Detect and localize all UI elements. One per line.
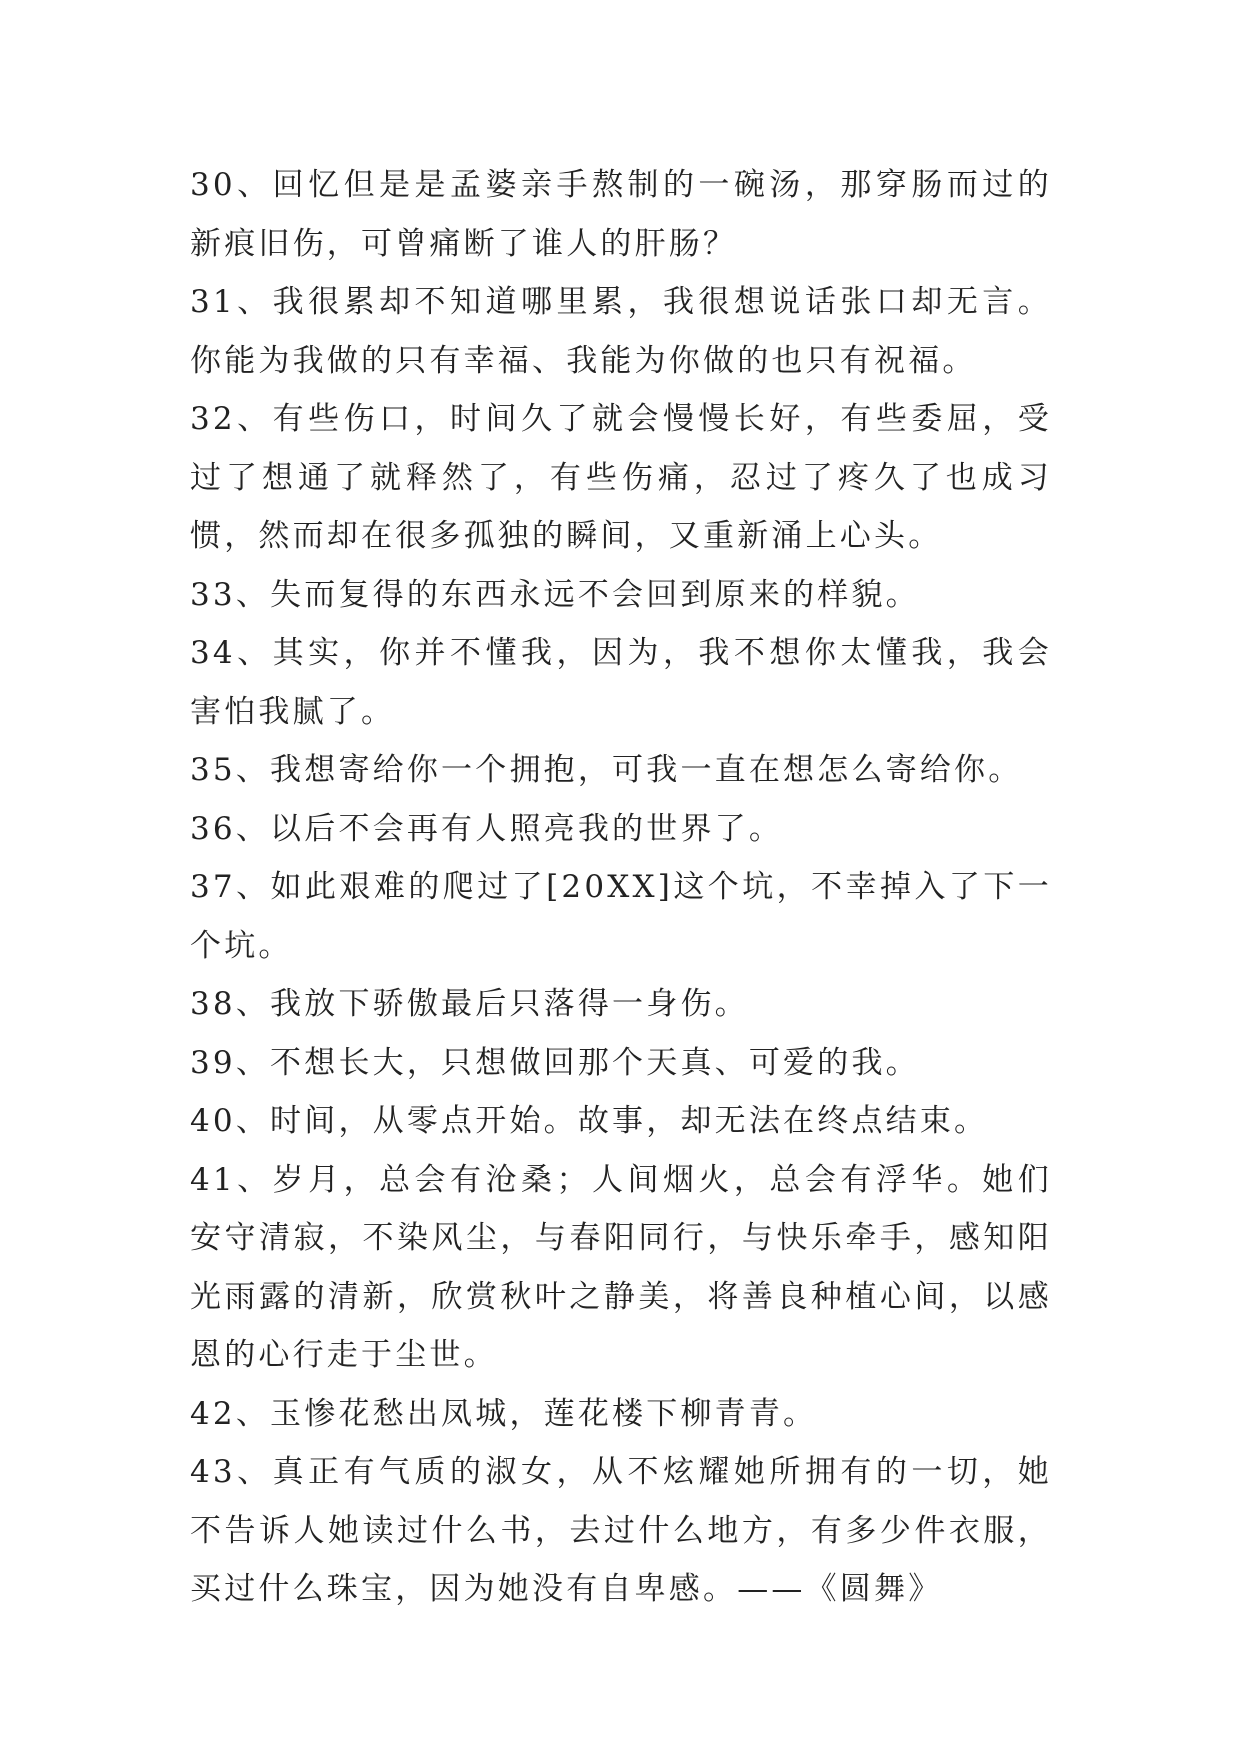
paragraph-43: 43、真正有气质的淑女，从不炫耀她所拥有的一切，她不告诉人她读过什么书，去过什么地方，有多少件衣服，买过什么珠宝，因为她没有自卑感。——《圆舞》 <box>190 1454 1052 1607</box>
paragraph-38: 38、我放下骄傲最后只落得一身伤。 <box>190 986 749 1022</box>
paragraph-30: 30、回忆但是是孟婆亲手熬制的一碗汤，那穿肠而过的新痕旧伤，可曾痛断了谁人的肝肠？ <box>190 167 1052 262</box>
paragraph-37: 37、如此艰难的爬过了[20XX]这个坑，不幸掉入了下一个坑。 <box>190 869 1052 964</box>
paragraph-33: 33、失而复得的东西永远不会回到原来的样貌。 <box>190 576 920 613</box>
paragraph-42: 42、玉惨花愁出凤城，莲花楼下柳青青。 <box>190 1395 818 1432</box>
paragraph-32: 32、有些伤口，时间久了就会慢慢长好，有些委屈，受过了想通了就释然了，有些伤痛，忍过了疼久了也成习惯，然而却在很多孤独的瞬间，又重新涌上心头。 <box>190 401 1052 554</box>
paragraph-36: 36、以后不会再有人照亮我的世界了。 <box>190 810 784 847</box>
paragraph-41: 41、岁月，总会有沧桑；人间烟火，总会有浮华。她们安守清寂，不染风尘，与春阳同行，与快乐牵手，感知阳光雨露的清新，欣赏秋叶之静美，将善良种植心间，以感恩的心行走于尘世。 <box>190 1161 1052 1373</box>
paragraph-31: 31、我很累却不知道哪里累，我很想说话张口却无言。你能为我做的只有幸福、我能为你做的也只有祝福。 <box>190 284 1052 379</box>
document-body <box>190 156 1052 1619</box>
paragraph-35: 35、我想寄给你一个拥抱，可我一直在想怎么寄给你。 <box>190 752 1023 788</box>
paragraph-39: 39、不想长大，只想做回那个天真、可爱的我。 <box>190 1044 920 1081</box>
paragraph-40: 40、时间，从零点开始。故事，却无法在终点结束。 <box>190 1103 989 1139</box>
paragraph-34: 34、其实，你并不懂我，因为，我不想你太懂我，我会害怕我腻了。 <box>190 635 1052 730</box>
